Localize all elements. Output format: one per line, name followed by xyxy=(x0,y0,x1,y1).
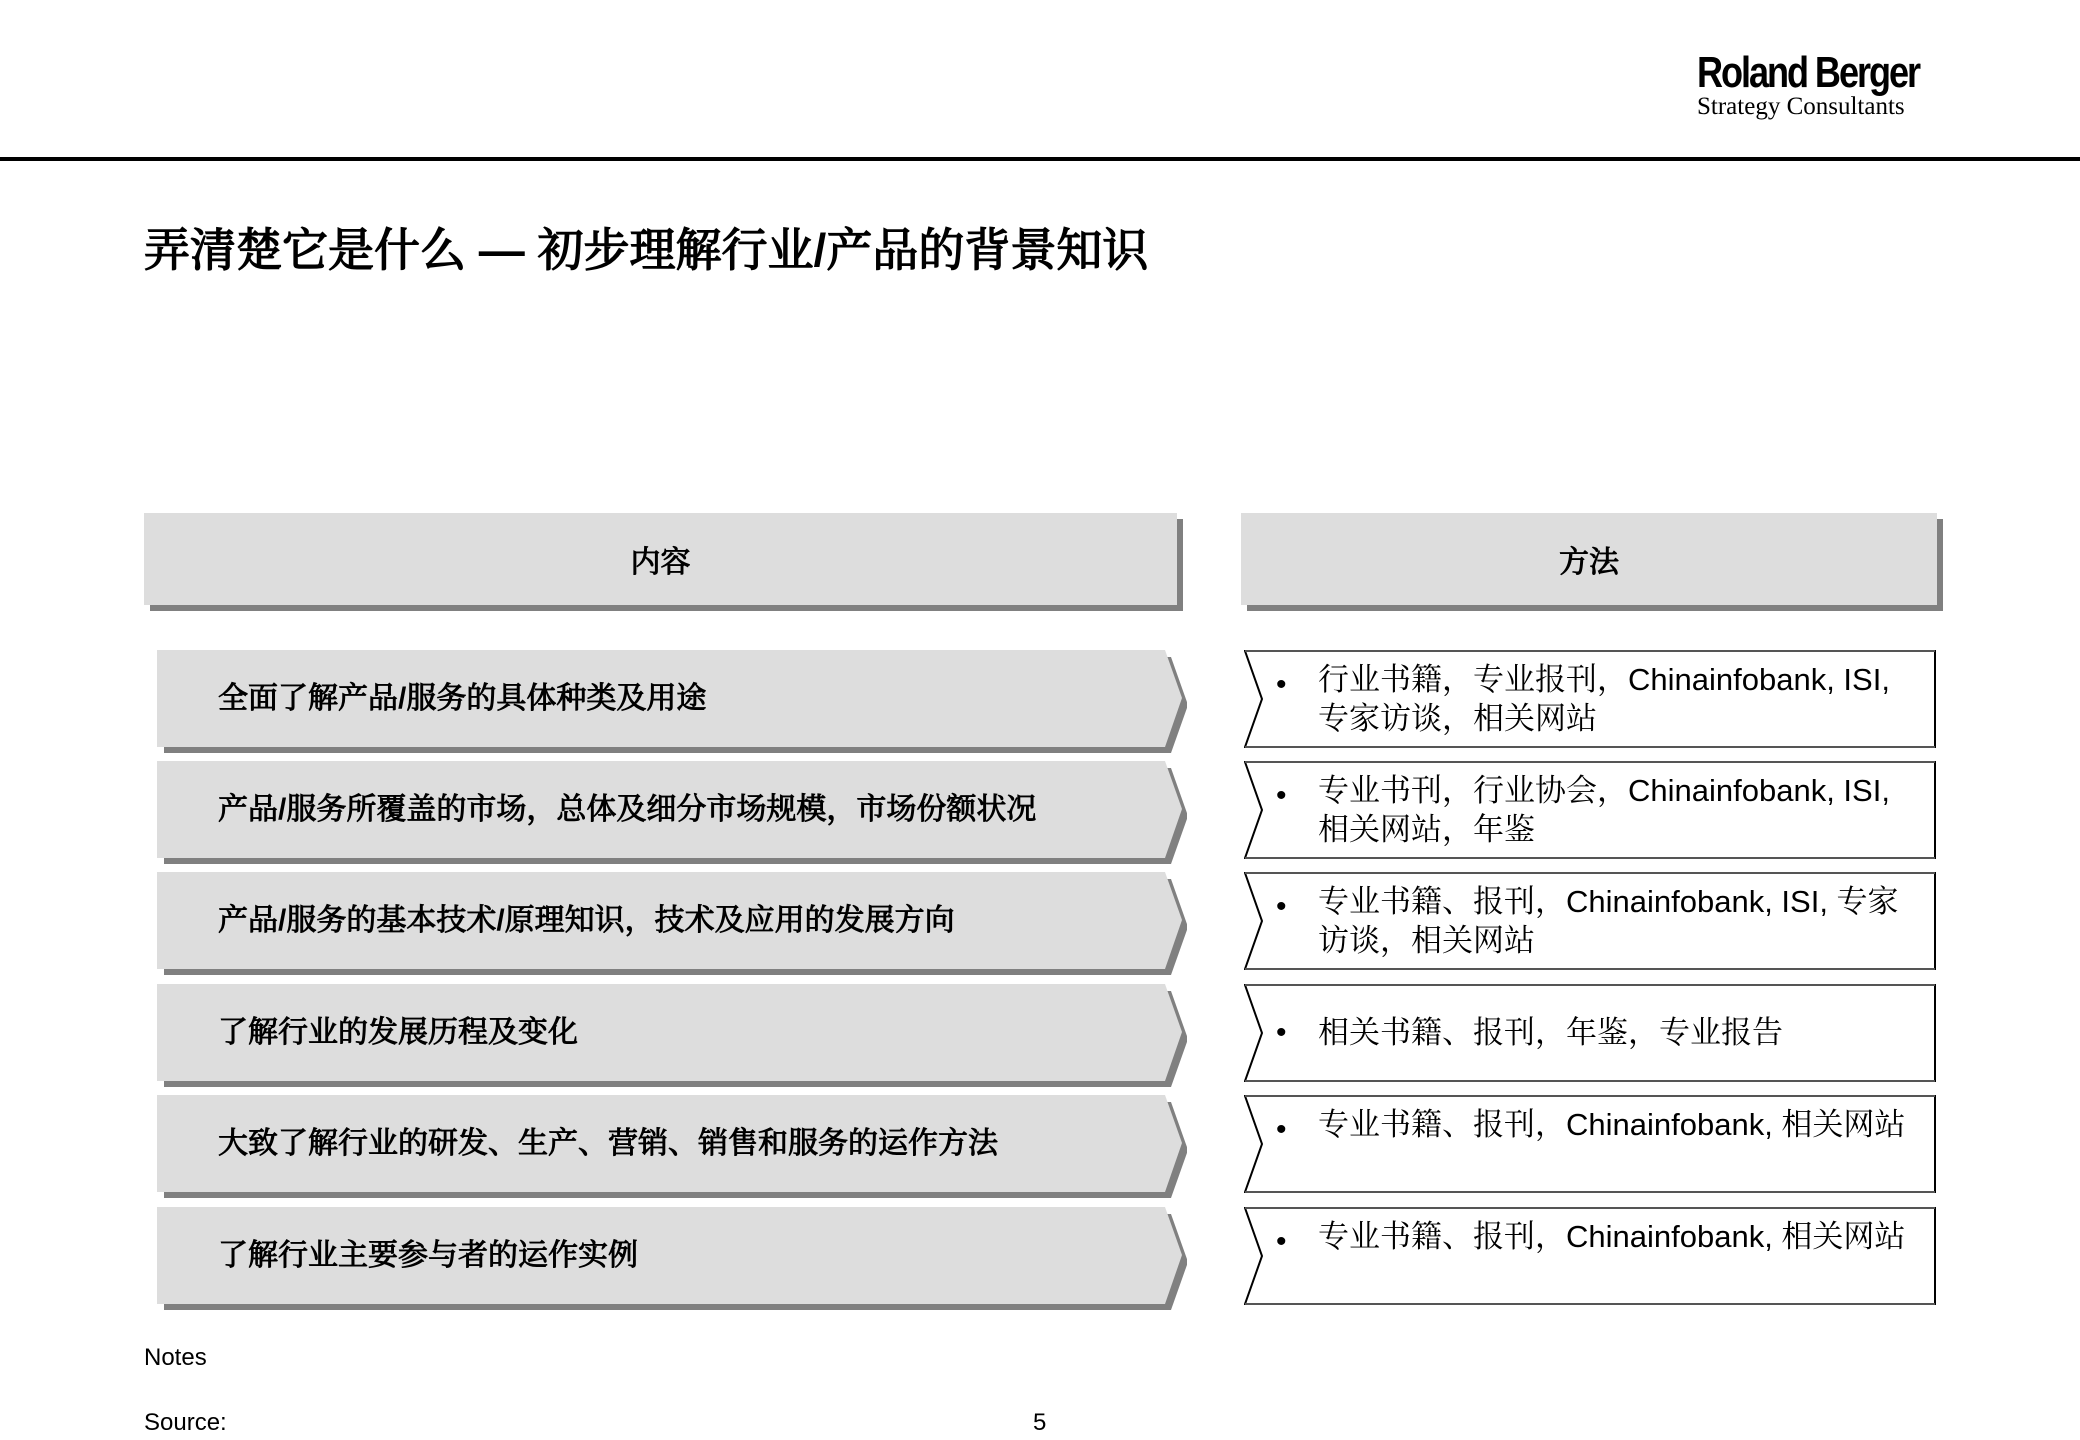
column-header-method xyxy=(1241,513,1937,605)
roland-berger-logo xyxy=(1697,50,1937,120)
content-text: 了解行业的发展历程及变化 xyxy=(218,1016,578,1049)
content-chevron-6 xyxy=(157,1207,1183,1311)
column-header-content xyxy=(144,513,1177,605)
method-box-5 xyxy=(1244,1095,1938,1194)
method-box-6 xyxy=(1244,1207,1938,1306)
method-text: 专业书刊，行业协会，Chinainfobank, ISI, 相关网站，年鉴 xyxy=(1318,773,1890,847)
bullet-icon: • xyxy=(1276,890,1287,923)
logo-tagline: Strategy Consultants xyxy=(1697,93,1905,120)
method-text: 专业书籍、报刊，Chinainfobank, 相关网站 xyxy=(1318,1107,1906,1142)
content-chevron-4 xyxy=(157,984,1183,1088)
column-header-method-label: 方法 xyxy=(1559,546,1619,579)
content-chevron-5 xyxy=(157,1095,1183,1199)
method-box-1 xyxy=(1244,650,1938,749)
content-text: 全面了解产品/服务的具体种类及用途 xyxy=(218,682,707,715)
logo-wordmark: Roland Berger xyxy=(1697,48,1919,97)
bullet-icon: • xyxy=(1276,779,1287,812)
content-text: 了解行业主要参与者的运作实例 xyxy=(218,1239,638,1272)
content-text: 产品/服务所覆盖的市场，总体及细分市场规模，市场份额状况 xyxy=(218,793,1037,826)
bullet-icon: • xyxy=(1276,1225,1287,1258)
bullet-icon: • xyxy=(1276,1016,1287,1049)
method-text: 专业书籍、报刊，Chinainfobank, 相关网站 xyxy=(1318,1219,1906,1254)
notes-label: Notes xyxy=(144,1344,207,1371)
method-text: 行业书籍，专业报刊，Chinainfobank, ISI, 专家访谈，相关网站 xyxy=(1318,662,1890,736)
method-text: 相关书籍、报刊，年鉴，专业报告 xyxy=(1318,1015,1783,1050)
content-text: 产品/服务的基本技术/原理知识，技术及应用的发展方向 xyxy=(218,904,955,937)
page-number: 5 xyxy=(1033,1409,1047,1436)
bullet-icon: • xyxy=(1276,668,1287,701)
method-box-4 xyxy=(1244,984,1938,1083)
method-box-2 xyxy=(1244,761,1938,860)
method-text: 专业书籍、报刊，Chinainfobank, ISI, 专家访谈，相关网站 xyxy=(1318,884,1899,958)
content-text: 大致了解行业的研发、生产、营销、销售和服务的运作方法 xyxy=(218,1127,998,1160)
source-label: Source: xyxy=(144,1409,227,1436)
content-chevron-2 xyxy=(157,761,1183,865)
page-title: 弄清楚它是什么 — 初步理解行业/产品的背景知识 xyxy=(144,224,1149,276)
bullet-icon: • xyxy=(1276,1113,1287,1146)
header-divider xyxy=(0,157,2080,161)
content-chevron-1 xyxy=(157,650,1183,754)
method-box-3 xyxy=(1244,872,1938,971)
content-chevron-3 xyxy=(157,872,1183,976)
column-header-content-label: 内容 xyxy=(630,546,691,579)
